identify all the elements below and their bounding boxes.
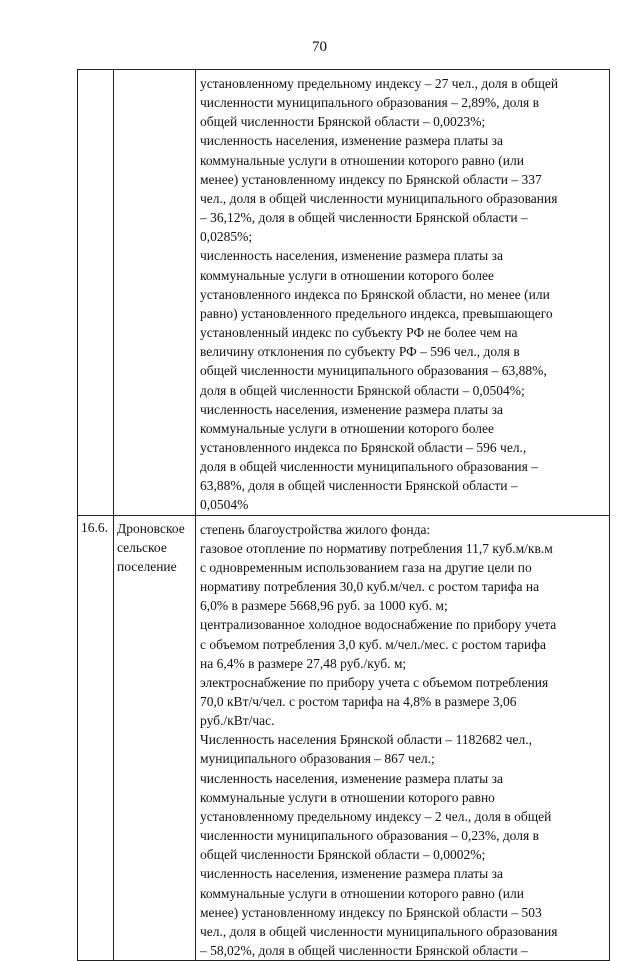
text-line: руб./кВт/час. — [200, 713, 275, 729]
row-number-cell — [78, 70, 114, 516]
description-cell — [196, 70, 610, 516]
page-number: 70 — [312, 39, 327, 55]
settlement-name-line: сельское — [117, 539, 167, 555]
text-line: численность населения, изменение размера платы за — [200, 401, 503, 417]
text-line: с объемом потребления 3,0 куб. м/чел./мес. с ростом тарифа — [200, 636, 546, 652]
text-line: менее) установленному индексу по Брянской области – 503 — [200, 904, 542, 920]
text-line: численность населения, изменение размера платы за — [200, 248, 503, 264]
settlement-name-cell — [114, 515, 196, 961]
text-line: степень благоустройства жилого фонда: — [200, 521, 431, 537]
text-line: менее) установленному индексу по Брянской области – 337 — [200, 171, 542, 187]
text-line: общей численности Брянской области – 0,0023%; — [200, 114, 486, 130]
settlement-name-line: поселение — [117, 558, 177, 574]
text-line: на 6,4% в размере 27,48 руб./куб. м; — [200, 655, 407, 671]
text-line: установленному предельному индексу – 27 чел., доля в общей — [200, 76, 559, 91]
text-line: коммунальные услуги в отношении которого более — [200, 420, 494, 436]
table-row — [78, 70, 610, 516]
text-line: чел., доля в общей численности муниципального образования — [200, 923, 558, 939]
text-line: доля в общей численности Брянской области – 0,0504%; — [200, 382, 525, 398]
text-line: установленный индекс по субъекту РФ не более чем на — [200, 325, 518, 341]
text-line: общей численности Брянской области – 0,0002%; — [200, 847, 486, 863]
text-line: численности муниципального образования – 0,23%, доля в — [200, 828, 539, 844]
text-line: 70,0 кВт/ч/чел. с ростом тарифа на 4,8% в размере 3,06 — [200, 694, 517, 709]
text-line: коммунальные услуги в отношении которого равно (или — [200, 152, 524, 168]
text-line: численность населения, изменение размера платы за — [200, 770, 503, 786]
text-line: 0,0285%; — [200, 229, 253, 245]
text-line: с одновременным использованием газа на другие цели по — [200, 559, 532, 575]
text-line: численность населения, изменение размера платы за — [200, 133, 503, 149]
text-line: 63,88%, доля в общей численности Брянской области – — [200, 478, 518, 494]
text-line: Численность населения Брянской области – 1182682 чел., — [200, 732, 532, 748]
settlement-name-cell — [114, 70, 196, 516]
text-line: численности муниципального образования – 2,89%, доля в — [200, 95, 539, 111]
row-number-cell — [78, 515, 114, 961]
text-line: равно) установленного предельного индекса, превышающего — [200, 305, 553, 321]
document-table — [77, 69, 610, 961]
text-line: электроснабжение по прибору учета с объемом потребления — [200, 674, 549, 690]
text-line: коммунальные услуги в отношении которого равно — [200, 789, 495, 805]
text-line: доля в общей численности муниципального образования – — [200, 459, 538, 475]
text-line: муниципального образования – 867 чел.; — [200, 751, 435, 767]
text-line: 0,0504% — [200, 497, 249, 513]
text-line: 6,0% в размере 5668,96 руб. за 1000 куб. м; — [200, 598, 448, 614]
text-line: величину отклонения по субъекту РФ – 596 чел., доля в — [200, 344, 520, 360]
text-line: численность населения, изменение размера платы за — [200, 866, 503, 882]
description-cell — [196, 515, 610, 961]
row-number: 16.6. — [81, 519, 108, 535]
text-line: – 58,02%, доля в общей численности Брянской области – — [200, 943, 528, 959]
text-line: установленному предельному индексу – 2 чел., доля в общей — [200, 808, 552, 824]
text-line: – 36,12%, доля в общей численности Брянской области – — [200, 210, 528, 226]
text-line: централизованное холодное водоснабжение по прибору учета — [200, 617, 557, 633]
text-line: установленного индекса по Брянской области – 596 чел., — [200, 439, 527, 455]
text-line: общей численности муниципального образования – 63,88%, — [200, 363, 547, 379]
text-line: газовое отопление по нормативу потребления 11,7 куб.м/кв.м — [200, 540, 553, 556]
text-line: чел., доля в общей численности муниципального образования — [200, 190, 558, 206]
settlement-name-line: Дроновское — [117, 520, 185, 536]
text-line: коммунальные услуги в отношении которого более — [200, 267, 494, 283]
text-line: нормативу потребления 30,0 куб.м/чел. с ростом тарифа на — [200, 579, 540, 595]
text-line: установленного индекса по Брянской области, но менее (или — [200, 286, 550, 302]
table-row — [78, 515, 610, 961]
text-line: коммунальные услуги в отношении которого равно (или — [200, 885, 524, 901]
